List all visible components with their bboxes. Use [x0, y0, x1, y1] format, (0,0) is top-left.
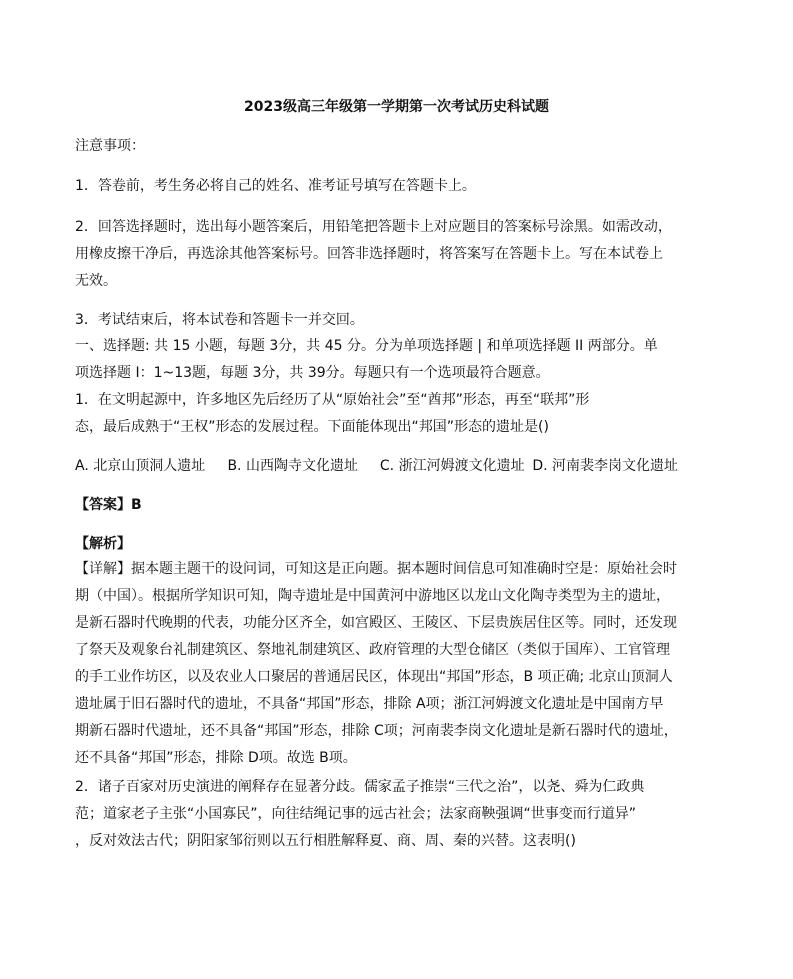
note-3: 3．考试结束后，将本试卷和答题卡一并交回。: [75, 312, 364, 328]
q2-stem-line-2: 范；道家老子主张“小国寡民”，向往结绳记事的远古社会；法家商鞅强调“世事变而行道异”: [75, 806, 637, 822]
q1-analysis-heading: 【解析】: [75, 536, 131, 552]
q1-option-a: A. 北京山顶洞人遗址: [75, 458, 206, 474]
q1-option-d: D. 河南裴李岗文化遗址: [532, 458, 679, 474]
q2-stem-line-3: ，反对效法古代；阴阳家邹衍则以五行相胜解释夏、商、周、秦的兴替。这表明(): [75, 833, 576, 849]
q1-analysis-line-6: 遗址属于旧石器时代的遗址，不具备“邦国”形态，排除 A项；浙江河姆渡文化遗址是中国南方早: [75, 696, 664, 712]
note-2-line-2: 用橡皮擦干净后，再选涂其他答案标号。回答非选择题时，将答案写在答题卡上。写在本试卷上: [75, 246, 663, 262]
q1-option-c: C. 浙江河姆渡文化遗址: [379, 458, 525, 474]
q1-analysis-line-8: 还不具备“邦国”形态，排除 D项。故选 B项。: [75, 750, 357, 766]
section-1-line-2: 项选择题 I：1~13题，每题 3分，共 39分。每题只有一个选项最符合题意。: [75, 365, 550, 381]
q1-analysis-line-3: 是新石器时代晚期的代表，功能分区齐全，如宫殿区、王陵区、下层贵族居住区等。同时，还发现: [75, 615, 677, 631]
page-title: 2023级高三年级第一学期第一次考试历史科试题: [244, 99, 549, 115]
note-2-line-3: 无效。: [75, 273, 117, 289]
q1-analysis-line-4: 了祭天及观象台礼制建筑区、祭地礼制建筑区、政府管理的大型仓储区（类似于国库）、工官管理: [75, 642, 670, 658]
note-1: 1．答卷前，考生务必将自己的姓名、准考证号填写在答题卡上。: [75, 178, 476, 194]
q1-analysis-line-7: 期新石器时代遗址，还不具备“邦国”形态，排除 C项；河南裴李岗文化遗址是新石器时代的遗址，: [75, 723, 678, 739]
q1-analysis-line-1: 【详解】据本题主题干的设问词，可知这是正向题。据本题时间信息可知准确时空是：原始社会时: [75, 561, 677, 577]
q1-answer: 【答案】B: [75, 497, 142, 513]
note-2-line-1: 2．回答选择题时，选出每小题答案后，用铅笔把答题卡上对应题目的答案标号涂黑。如需改动，: [75, 219, 672, 235]
notice-heading: 注意事项：: [75, 138, 145, 154]
q1-analysis-line-2: 期（中国）。根据所学知识可知，陶寺遗址是中国黄河中游地区以龙山文化陶寺类型为主的遗址，: [75, 588, 670, 604]
q1-analysis-line-5: 的手工业作坊区，以及农业人口聚居的普通居民区，体现出“邦国”形态，B 项正确; 北京山顶洞人: [75, 669, 673, 685]
q2-stem-line-1: 2．诸子百家对历史演进的阐释存在显著分歧。儒家孟子推崇“三代之治”，以尧、舜为仁政典: [75, 779, 645, 795]
q1-stem-line-1: 1．在文明起源中，许多地区先后经历了从“原始社会”至“酋邦”形态，再至“联邦”形: [75, 392, 590, 408]
q1-options: [75, 457, 678, 475]
section-1-line-1: 一、选择题: 共 15 小题，每题 3分，共 45 分。分为单项选择题 | 和单项选择题 II 两部分。单: [75, 338, 658, 354]
q1-stem-line-2: 态，最后成熟于“王权”形态的发展过程。下面能体现出“邦国”形态的遗址是(): [75, 419, 549, 435]
q1-option-b: B. 山西陶寺文化遗址: [227, 458, 358, 474]
